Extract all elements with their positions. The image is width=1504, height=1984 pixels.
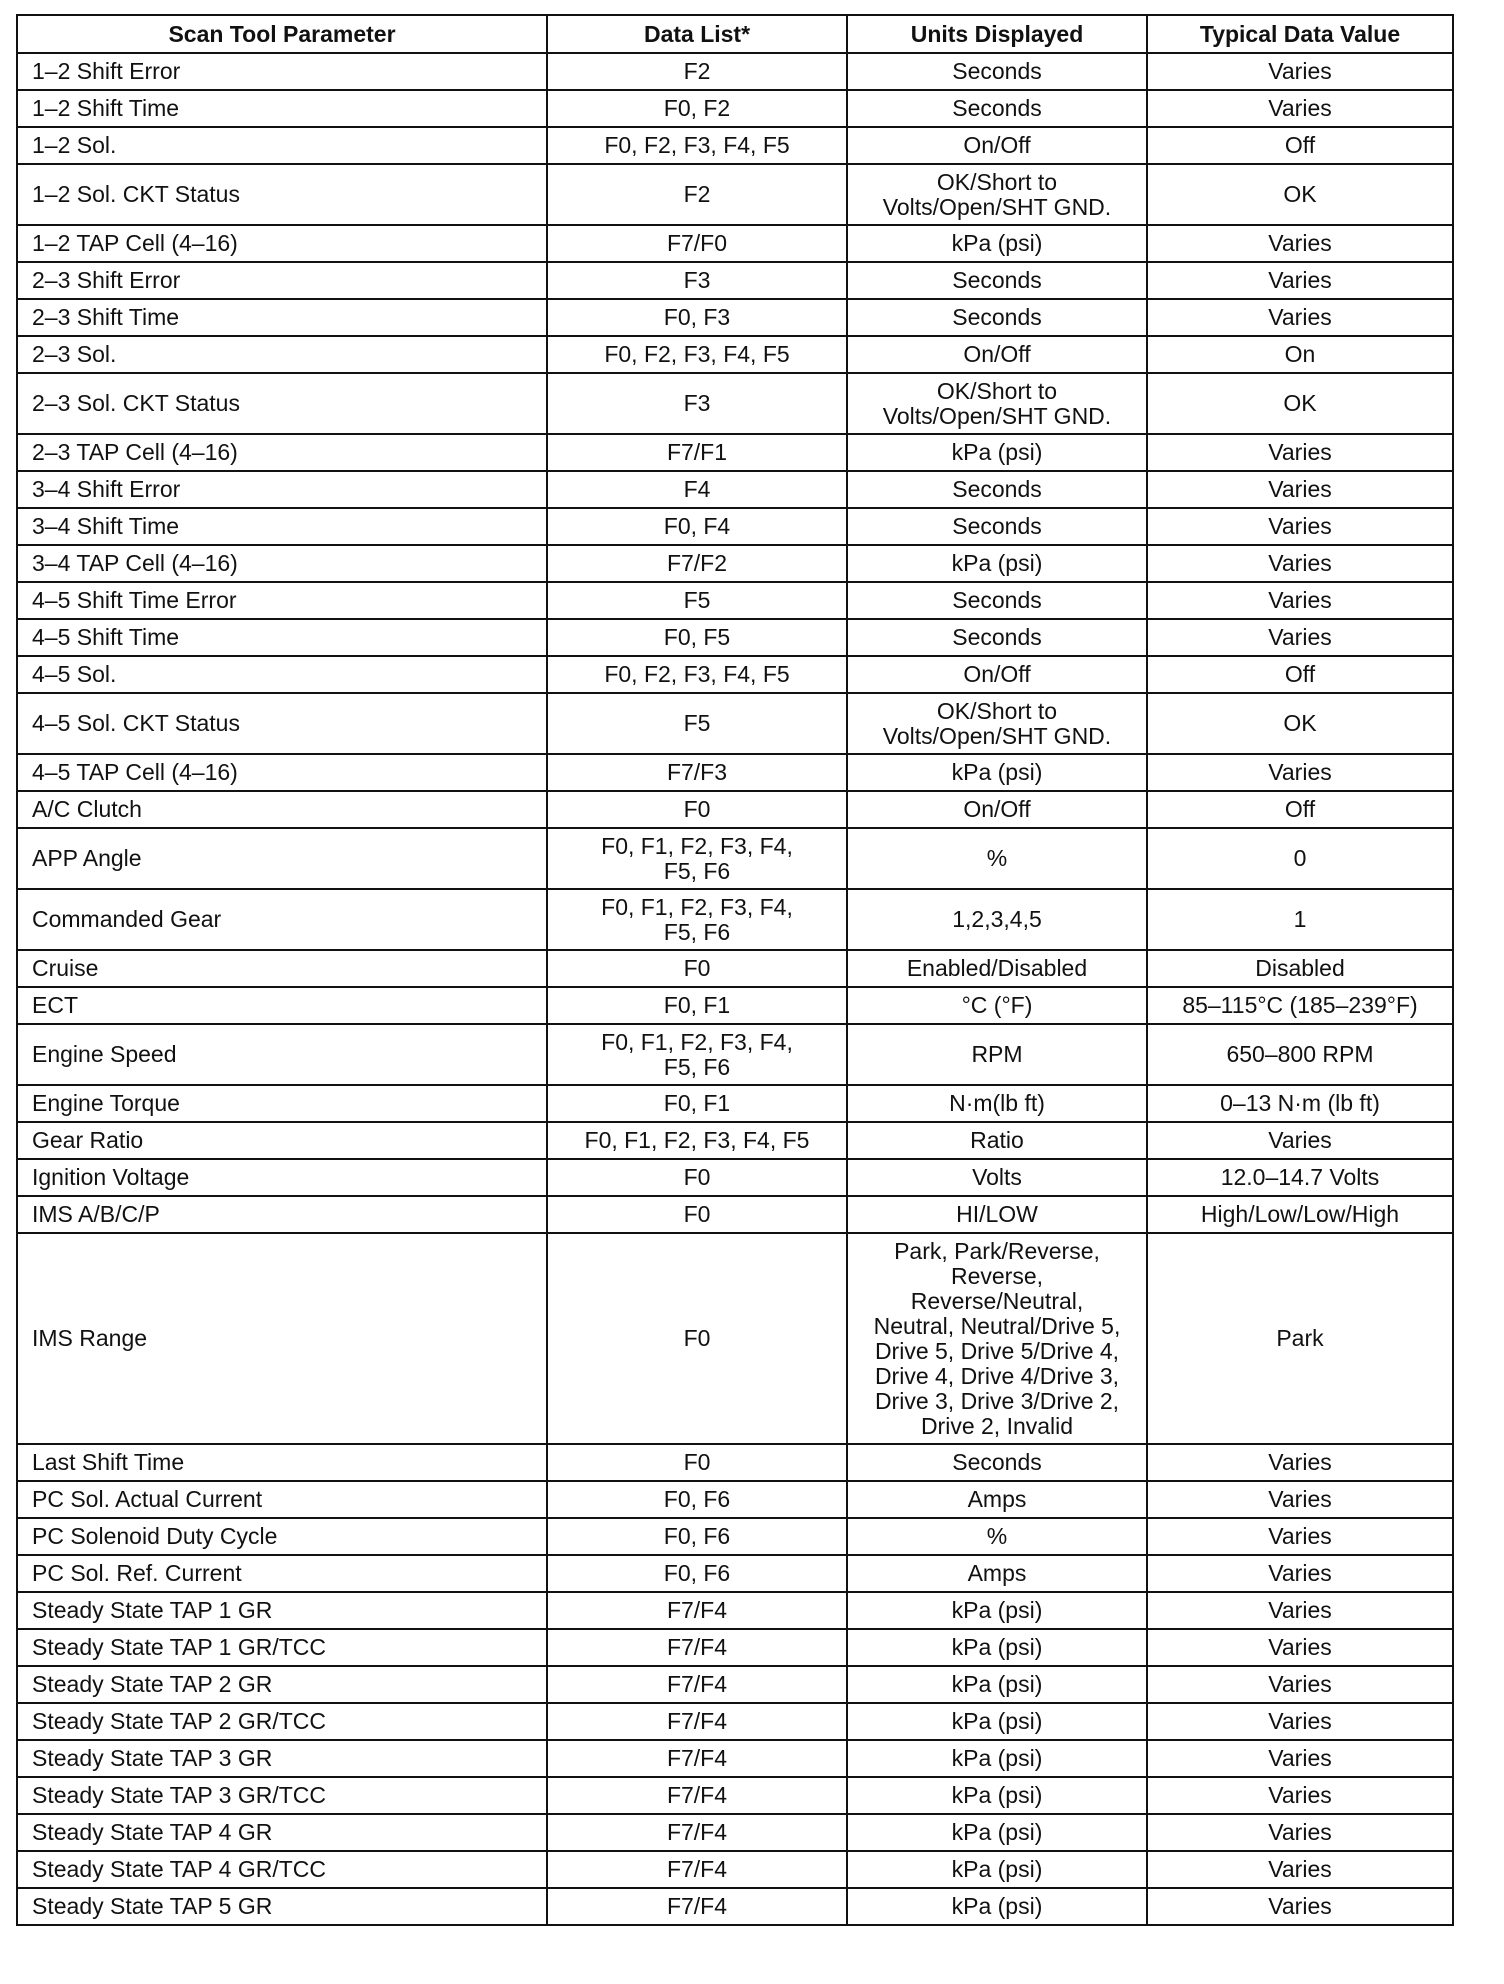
table-row (17, 471, 1453, 508)
cell-scan-tool-parameter: Last Shift Time (17, 1444, 547, 1481)
cell-units-displayed: Seconds (847, 299, 1147, 336)
cell-units-displayed: Seconds (847, 90, 1147, 127)
table-row (17, 1024, 1453, 1085)
table-row (17, 828, 1453, 889)
cell-scan-tool-parameter: APP Angle (17, 828, 547, 889)
table-row (17, 1122, 1453, 1159)
cell-scan-tool-parameter: 1–2 Sol. CKT Status (17, 164, 547, 225)
cell-units-displayed: OK/Short to Volts/Open/SHT GND. (847, 693, 1147, 754)
cell-units-displayed: kPa (psi) (847, 1851, 1147, 1888)
cell-units-displayed: 1,2,3,4,5 (847, 889, 1147, 950)
cell-typical-data-value: OK (1147, 164, 1453, 225)
cell-data-list: F5 (547, 693, 847, 754)
cell-units-displayed: OK/Short to Volts/Open/SHT GND. (847, 164, 1147, 225)
cell-units-displayed: Ratio (847, 1122, 1147, 1159)
cell-scan-tool-parameter: PC Solenoid Duty Cycle (17, 1518, 547, 1555)
cell-scan-tool-parameter: Engine Speed (17, 1024, 547, 1085)
cell-units-displayed: Amps (847, 1555, 1147, 1592)
cell-typical-data-value: Varies (1147, 1122, 1453, 1159)
cell-data-list: F0, F3 (547, 299, 847, 336)
cell-units-displayed: On/Off (847, 656, 1147, 693)
cell-typical-data-value: Varies (1147, 1666, 1453, 1703)
cell-typical-data-value: Varies (1147, 299, 1453, 336)
header-units-displayed: Units Displayed (847, 15, 1147, 53)
cell-data-list: F4 (547, 471, 847, 508)
cell-scan-tool-parameter: 3–4 Shift Time (17, 508, 547, 545)
cell-data-list: F7/F0 (547, 225, 847, 262)
cell-data-list: F0, F4 (547, 508, 847, 545)
cell-data-list: F0 (547, 1196, 847, 1233)
cell-scan-tool-parameter: Ignition Voltage (17, 1159, 547, 1196)
cell-data-list: F0, F1, F2, F3, F4, F5, F6 (547, 889, 847, 950)
table-row (17, 373, 1453, 434)
cell-scan-tool-parameter: Steady State TAP 3 GR (17, 1740, 547, 1777)
cell-scan-tool-parameter: Steady State TAP 4 GR (17, 1814, 547, 1851)
cell-scan-tool-parameter: 3–4 Shift Error (17, 471, 547, 508)
table-row (17, 1740, 1453, 1777)
cell-scan-tool-parameter: IMS Range (17, 1233, 547, 1444)
cell-units-displayed: °C (°F) (847, 987, 1147, 1024)
cell-units-displayed: On/Off (847, 127, 1147, 164)
cell-scan-tool-parameter: 4–5 Sol. CKT Status (17, 693, 547, 754)
table-row (17, 336, 1453, 373)
cell-typical-data-value: Varies (1147, 1851, 1453, 1888)
cell-typical-data-value: Varies (1147, 434, 1453, 471)
table-row (17, 582, 1453, 619)
cell-units-displayed: N·m(lb ft) (847, 1085, 1147, 1122)
table-row (17, 225, 1453, 262)
cell-units-displayed: Seconds (847, 471, 1147, 508)
cell-scan-tool-parameter: IMS A/B/C/P (17, 1196, 547, 1233)
cell-data-list: F0 (547, 1444, 847, 1481)
table-row (17, 1814, 1453, 1851)
cell-scan-tool-parameter: Commanded Gear (17, 889, 547, 950)
cell-data-list: F7/F3 (547, 754, 847, 791)
cell-typical-data-value: 0 (1147, 828, 1453, 889)
table-row (17, 434, 1453, 471)
cell-typical-data-value: Varies (1147, 619, 1453, 656)
cell-typical-data-value: Varies (1147, 1481, 1453, 1518)
table-body (17, 53, 1453, 1925)
cell-typical-data-value: Varies (1147, 225, 1453, 262)
cell-data-list: F0 (547, 950, 847, 987)
cell-scan-tool-parameter: 2–3 Sol. (17, 336, 547, 373)
scan-tool-data-table (16, 14, 1454, 1926)
cell-units-displayed: On/Off (847, 791, 1147, 828)
cell-data-list: F0, F1, F2, F3, F4, F5, F6 (547, 828, 847, 889)
cell-typical-data-value: Varies (1147, 754, 1453, 791)
cell-units-displayed: kPa (psi) (847, 1703, 1147, 1740)
cell-units-displayed: RPM (847, 1024, 1147, 1085)
cell-data-list: F2 (547, 53, 847, 90)
cell-data-list: F2 (547, 164, 847, 225)
table-row (17, 545, 1453, 582)
table-row (17, 1777, 1453, 1814)
cell-units-displayed: kPa (psi) (847, 1592, 1147, 1629)
cell-units-displayed: Park, Park/Reverse, Reverse, Reverse/Neutral, Neutral, Neutral/Drive 5, Drive 5, Drive 5/Drive 4, Drive 4, Drive 4/Drive 3, Drive 3, Drive 3/Drive 2, Drive 2, Invalid (847, 1233, 1147, 1444)
cell-data-list: F0, F2, F3, F4, F5 (547, 127, 847, 164)
cell-scan-tool-parameter: 4–5 Shift Time (17, 619, 547, 656)
cell-typical-data-value: Disabled (1147, 950, 1453, 987)
cell-units-displayed: % (847, 828, 1147, 889)
table-row (17, 53, 1453, 90)
cell-typical-data-value: Varies (1147, 1703, 1453, 1740)
table-row (17, 1888, 1453, 1925)
header-data-list: Data List* (547, 15, 847, 53)
cell-scan-tool-parameter: Steady State TAP 1 GR/TCC (17, 1629, 547, 1666)
cell-data-list: F0, F1, F2, F3, F4, F5, F6 (547, 1024, 847, 1085)
table-row (17, 791, 1453, 828)
cell-typical-data-value: 85–115°C (185–239°F) (1147, 987, 1453, 1024)
cell-typical-data-value: Varies (1147, 1629, 1453, 1666)
cell-typical-data-value: 1 (1147, 889, 1453, 950)
cell-data-list: F0 (547, 1159, 847, 1196)
cell-data-list: F0, F2, F3, F4, F5 (547, 336, 847, 373)
cell-scan-tool-parameter: A/C Clutch (17, 791, 547, 828)
cell-units-displayed: kPa (psi) (847, 545, 1147, 582)
table-row (17, 1555, 1453, 1592)
cell-data-list: F7/F4 (547, 1777, 847, 1814)
cell-typical-data-value: Off (1147, 791, 1453, 828)
cell-scan-tool-parameter: 1–2 TAP Cell (4–16) (17, 225, 547, 262)
table-row (17, 1851, 1453, 1888)
cell-typical-data-value: Varies (1147, 545, 1453, 582)
cell-typical-data-value: 650–800 RPM (1147, 1024, 1453, 1085)
cell-units-displayed: kPa (psi) (847, 754, 1147, 791)
cell-units-displayed: Enabled/Disabled (847, 950, 1147, 987)
cell-scan-tool-parameter: 2–3 Shift Time (17, 299, 547, 336)
cell-typical-data-value: Varies (1147, 1555, 1453, 1592)
cell-data-list: F0, F1, F2, F3, F4, F5 (547, 1122, 847, 1159)
table-row (17, 889, 1453, 950)
cell-data-list: F7/F1 (547, 434, 847, 471)
cell-data-list: F3 (547, 262, 847, 299)
cell-scan-tool-parameter: 4–5 Shift Time Error (17, 582, 547, 619)
cell-scan-tool-parameter: Steady State TAP 2 GR/TCC (17, 1703, 547, 1740)
cell-units-displayed: Volts (847, 1159, 1147, 1196)
cell-units-displayed: HI/LOW (847, 1196, 1147, 1233)
table-row (17, 1592, 1453, 1629)
cell-data-list: F7/F4 (547, 1851, 847, 1888)
cell-scan-tool-parameter: PC Sol. Actual Current (17, 1481, 547, 1518)
table-row (17, 754, 1453, 791)
cell-typical-data-value: On (1147, 336, 1453, 373)
cell-units-displayed: kPa (psi) (847, 1777, 1147, 1814)
cell-typical-data-value: High/Low/Low/High (1147, 1196, 1453, 1233)
table-row (17, 1481, 1453, 1518)
cell-typical-data-value: Off (1147, 656, 1453, 693)
cell-data-list: F7/F4 (547, 1666, 847, 1703)
cell-scan-tool-parameter: Steady State TAP 2 GR (17, 1666, 547, 1703)
cell-data-list: F0, F1 (547, 1085, 847, 1122)
table-row (17, 1518, 1453, 1555)
cell-data-list: F0 (547, 791, 847, 828)
cell-scan-tool-parameter: Cruise (17, 950, 547, 987)
table-row (17, 1629, 1453, 1666)
cell-units-displayed: kPa (psi) (847, 1666, 1147, 1703)
cell-typical-data-value: 0–13 N·m (lb ft) (1147, 1085, 1453, 1122)
cell-units-displayed: % (847, 1518, 1147, 1555)
table-row (17, 299, 1453, 336)
cell-scan-tool-parameter: ECT (17, 987, 547, 1024)
cell-units-displayed: Seconds (847, 582, 1147, 619)
header-row (17, 15, 1453, 53)
table-row (17, 1703, 1453, 1740)
table-row (17, 950, 1453, 987)
cell-data-list: F0 (547, 1233, 847, 1444)
header-scan-tool-parameter: Scan Tool Parameter (17, 15, 547, 53)
cell-data-list: F7/F2 (547, 545, 847, 582)
cell-scan-tool-parameter: 4–5 Sol. (17, 656, 547, 693)
cell-typical-data-value: Varies (1147, 262, 1453, 299)
cell-typical-data-value: Varies (1147, 1592, 1453, 1629)
cell-data-list: F0, F6 (547, 1481, 847, 1518)
header-typical-data-value: Typical Data Value (1147, 15, 1453, 53)
cell-typical-data-value: Varies (1147, 508, 1453, 545)
cell-scan-tool-parameter: 4–5 TAP Cell (4–16) (17, 754, 547, 791)
cell-scan-tool-parameter: 2–3 Shift Error (17, 262, 547, 299)
cell-units-displayed: OK/Short to Volts/Open/SHT GND. (847, 373, 1147, 434)
cell-scan-tool-parameter: 1–2 Shift Time (17, 90, 547, 127)
cell-data-list: F3 (547, 373, 847, 434)
cell-scan-tool-parameter: Gear Ratio (17, 1122, 547, 1159)
table-row (17, 656, 1453, 693)
table-row (17, 619, 1453, 656)
cell-scan-tool-parameter: 3–4 TAP Cell (4–16) (17, 545, 547, 582)
cell-units-displayed: kPa (psi) (847, 434, 1147, 471)
cell-units-displayed: Seconds (847, 619, 1147, 656)
cell-typical-data-value: Varies (1147, 1518, 1453, 1555)
cell-data-list: F7/F4 (547, 1629, 847, 1666)
cell-scan-tool-parameter: 2–3 Sol. CKT Status (17, 373, 547, 434)
cell-typical-data-value: Varies (1147, 582, 1453, 619)
table-row (17, 164, 1453, 225)
cell-data-list: F7/F4 (547, 1740, 847, 1777)
cell-data-list: F7/F4 (547, 1592, 847, 1629)
table-row (17, 1666, 1453, 1703)
cell-scan-tool-parameter: Steady State TAP 1 GR (17, 1592, 547, 1629)
cell-typical-data-value: OK (1147, 373, 1453, 434)
cell-data-list: F0, F2 (547, 90, 847, 127)
table-row (17, 127, 1453, 164)
cell-typical-data-value: 12.0–14.7 Volts (1147, 1159, 1453, 1196)
table-row (17, 987, 1453, 1024)
cell-units-displayed: kPa (psi) (847, 1740, 1147, 1777)
cell-scan-tool-parameter: 1–2 Shift Error (17, 53, 547, 90)
cell-data-list: F7/F4 (547, 1814, 847, 1851)
table-row (17, 1444, 1453, 1481)
cell-typical-data-value: Varies (1147, 90, 1453, 127)
cell-typical-data-value: Varies (1147, 471, 1453, 508)
cell-units-displayed: On/Off (847, 336, 1147, 373)
table-row (17, 90, 1453, 127)
cell-typical-data-value: Varies (1147, 53, 1453, 90)
table-row (17, 693, 1453, 754)
cell-data-list: F0, F6 (547, 1555, 847, 1592)
cell-scan-tool-parameter: Engine Torque (17, 1085, 547, 1122)
cell-data-list: F5 (547, 582, 847, 619)
cell-scan-tool-parameter: Steady State TAP 3 GR/TCC (17, 1777, 547, 1814)
table-row (17, 1233, 1453, 1444)
cell-typical-data-value: Varies (1147, 1740, 1453, 1777)
cell-scan-tool-parameter: 2–3 TAP Cell (4–16) (17, 434, 547, 471)
cell-units-displayed: kPa (psi) (847, 225, 1147, 262)
cell-data-list: F0, F5 (547, 619, 847, 656)
cell-data-list: F0, F6 (547, 1518, 847, 1555)
cell-typical-data-value: Varies (1147, 1777, 1453, 1814)
cell-scan-tool-parameter: 1–2 Sol. (17, 127, 547, 164)
cell-units-displayed: Seconds (847, 53, 1147, 90)
cell-scan-tool-parameter: Steady State TAP 4 GR/TCC (17, 1851, 547, 1888)
cell-units-displayed: kPa (psi) (847, 1814, 1147, 1851)
table-row (17, 508, 1453, 545)
cell-scan-tool-parameter: Steady State TAP 5 GR (17, 1888, 547, 1925)
table-row (17, 1159, 1453, 1196)
cell-data-list: F0, F1 (547, 987, 847, 1024)
cell-data-list: F7/F4 (547, 1888, 847, 1925)
cell-units-displayed: Seconds (847, 508, 1147, 545)
cell-units-displayed: Amps (847, 1481, 1147, 1518)
cell-typical-data-value: Varies (1147, 1814, 1453, 1851)
cell-typical-data-value: Varies (1147, 1888, 1453, 1925)
table-row (17, 1085, 1453, 1122)
table-row (17, 262, 1453, 299)
table-row (17, 1196, 1453, 1233)
cell-typical-data-value: Park (1147, 1233, 1453, 1444)
cell-data-list: F0, F2, F3, F4, F5 (547, 656, 847, 693)
cell-units-displayed: Seconds (847, 262, 1147, 299)
cell-scan-tool-parameter: PC Sol. Ref. Current (17, 1555, 547, 1592)
cell-data-list: F7/F4 (547, 1703, 847, 1740)
cell-units-displayed: kPa (psi) (847, 1629, 1147, 1666)
cell-typical-data-value: Varies (1147, 1444, 1453, 1481)
cell-typical-data-value: Off (1147, 127, 1453, 164)
cell-units-displayed: kPa (psi) (847, 1888, 1147, 1925)
cell-units-displayed: Seconds (847, 1444, 1147, 1481)
cell-typical-data-value: OK (1147, 693, 1453, 754)
